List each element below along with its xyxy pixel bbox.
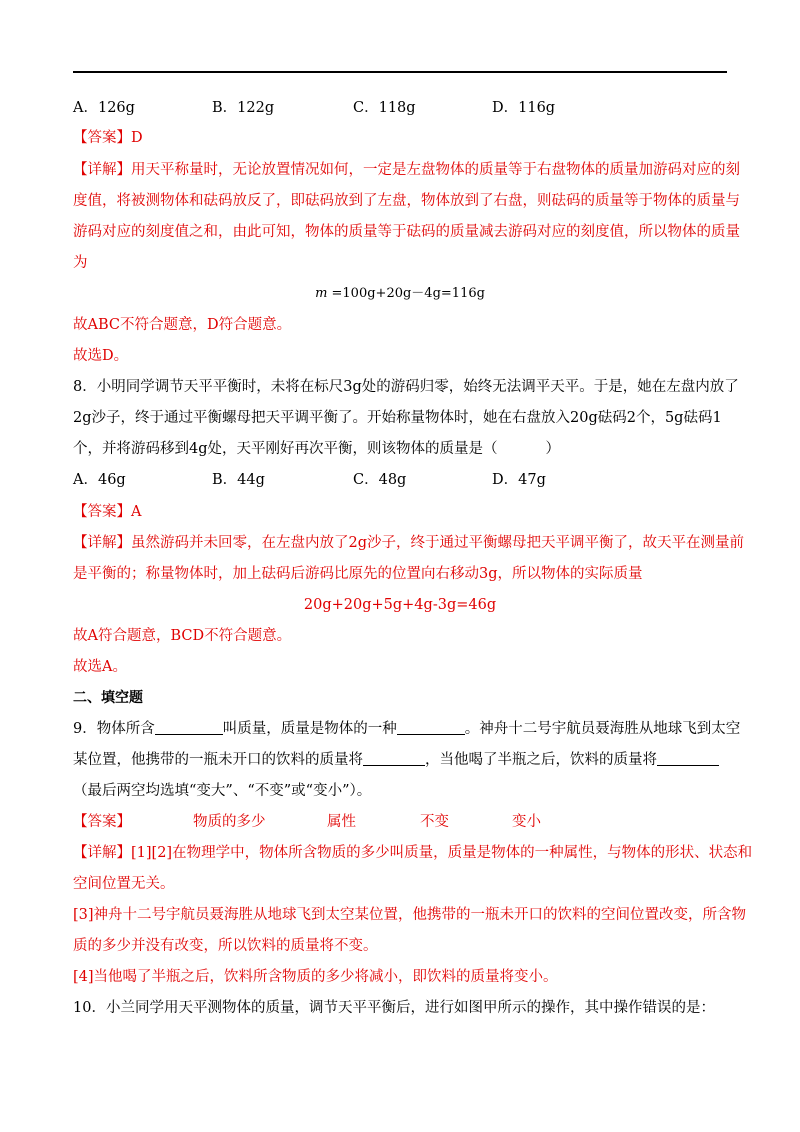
q7-detail-line-2: 度值，将被测物体和砝码放反了，即砝码放到了左盘，物体放到了右盘，则砝码的质量等于物体的质量与 (73, 193, 740, 209)
q9-detail-line-2: 空间位置无关。 (73, 876, 175, 892)
q7-detail-line-3: 游码对应的刻度值之和，由此可知，物体的质量等于砝码的质量减去游码对应的刻度值，所以物体的质量 (73, 224, 740, 240)
q8-option-d: D．47g (492, 472, 546, 488)
q7-choice: 故选D。 (73, 348, 129, 364)
q7-formula (0, 284, 800, 304)
q9-answer-4: 变小 (512, 814, 541, 830)
q9-l1a: 9．物体所含 (73, 721, 155, 737)
q8-text-line-2: 2g沙子，终于通过平衡螺母把天平调平衡了。开始称量物体时，她在右盘放入20g砝码2个，5g砝码1 (73, 410, 722, 426)
q9-answer-1: 物质的多少 (193, 814, 266, 830)
q8-formula: 20g+20g+5g+4g-3g=46g (303, 597, 497, 613)
q9-l2a: 某位置，他携带的一瓶未开口的饮料的质量将 (73, 752, 363, 768)
q8-detail-line-2: 是平衡的；称量物体时，加上砝码后游码比原先的位置向右移动3g，所以物体的实际质量 (73, 566, 643, 582)
q9-text-line-2 (73, 750, 719, 770)
q9-blank-1 (155, 719, 223, 735)
q9-answer-3: 不变 (420, 814, 449, 830)
section-heading: 二、填空题 (73, 690, 143, 706)
q7-detail-line-1: 【详解】用天平称量时，无论放置情况如何，一定是左盘物体的质量等于右盘物体的质量加游码对应的刻 (73, 162, 740, 178)
q8-close-paren: ） (545, 441, 561, 457)
q8-text-line-1: 8．小明同学调节天平平衡时，未将在标尺3g处的游码归零，始终无法调平天平。于是，她在左盘内放了 (73, 379, 739, 395)
q9-blank-4 (657, 750, 719, 766)
q8-option-b: B．44g (212, 472, 265, 488)
q9-text-line-3: （最后两空均选填“变大”、“不变”或“变小”）。 (73, 783, 372, 799)
q8-choice: 故选A。 (73, 659, 127, 675)
q8-conclusion: 故A符合题意，BCD不符合题意。 (73, 628, 292, 644)
q9-l2b: ，当他喝了半瓶之后，饮料的质量将 (425, 752, 657, 768)
q7-option-a: A．126g (73, 100, 135, 116)
q9-blank-2 (397, 719, 465, 735)
q8-answer: 【答案】A (73, 504, 142, 520)
q7-conclusion: 故ABC不符合题意，D符合题意。 (73, 317, 292, 333)
q8-text-line-3-body: 个，并将游码移到4g处，天平刚好再次平衡，则该物体的质量是（ (73, 441, 498, 457)
q9-answer-2: 属性 (327, 814, 356, 830)
q7-option-d: D．116g (492, 100, 556, 116)
q9-l1b: 叫质量，质量是物体的一种 (222, 721, 397, 737)
q9-detail-line-5: [4]当他喝了半瓶之后，饮料所含物质的多少将减小，即饮料的质量将变小。 (73, 969, 558, 985)
q8-option-c: C．48g (353, 472, 407, 488)
q7-answer: 【答案】D (73, 130, 143, 146)
q8-detail-line-1: 【详解】虽然游码并未回零，在左盘内放了2g沙子，终于通过平衡螺母把天平调平衡了，故天平在测量前 (73, 535, 745, 551)
q9-text-line-1 (73, 719, 740, 739)
q7-option-c: C．118g (353, 100, 416, 116)
q7-detail-line-4: 为 (73, 255, 88, 271)
q9-l1c: 。神舟十二号宇航员聂海胜从地球飞到太空 (464, 721, 741, 737)
q8-text-line-3 (73, 439, 560, 459)
header-rule (73, 71, 727, 73)
q7-formula-rest: =100g+20g－4g=116g (327, 286, 485, 301)
q9-answer-label: 【答案】 (73, 814, 131, 830)
q7-option-b: B．122g (212, 100, 275, 116)
q9-detail-line-1: 【详解】[1][2]在物理学中，物体所含物质的多少叫质量，质量是物体的一种属性，与物体的形状、状态和 (73, 845, 753, 861)
q8-option-a: A．46g (73, 472, 126, 488)
q10-text: 10．小兰同学用天平测物体的质量，调节天平平衡后，进行如图甲所示的操作，其中操作错误的是： (73, 1000, 715, 1016)
q9-detail-line-3: [3]神舟十二号宇航员聂海胜从地球飞到太空某位置，他携带的一瓶未开口的饮料的空间位置改变，所含物 (73, 907, 747, 923)
q7-formula-var: m (315, 286, 328, 301)
q9-blank-3 (363, 750, 425, 766)
q9-detail-line-4: 质的多少并没有改变，所以饮料的质量将不变。 (73, 938, 378, 954)
